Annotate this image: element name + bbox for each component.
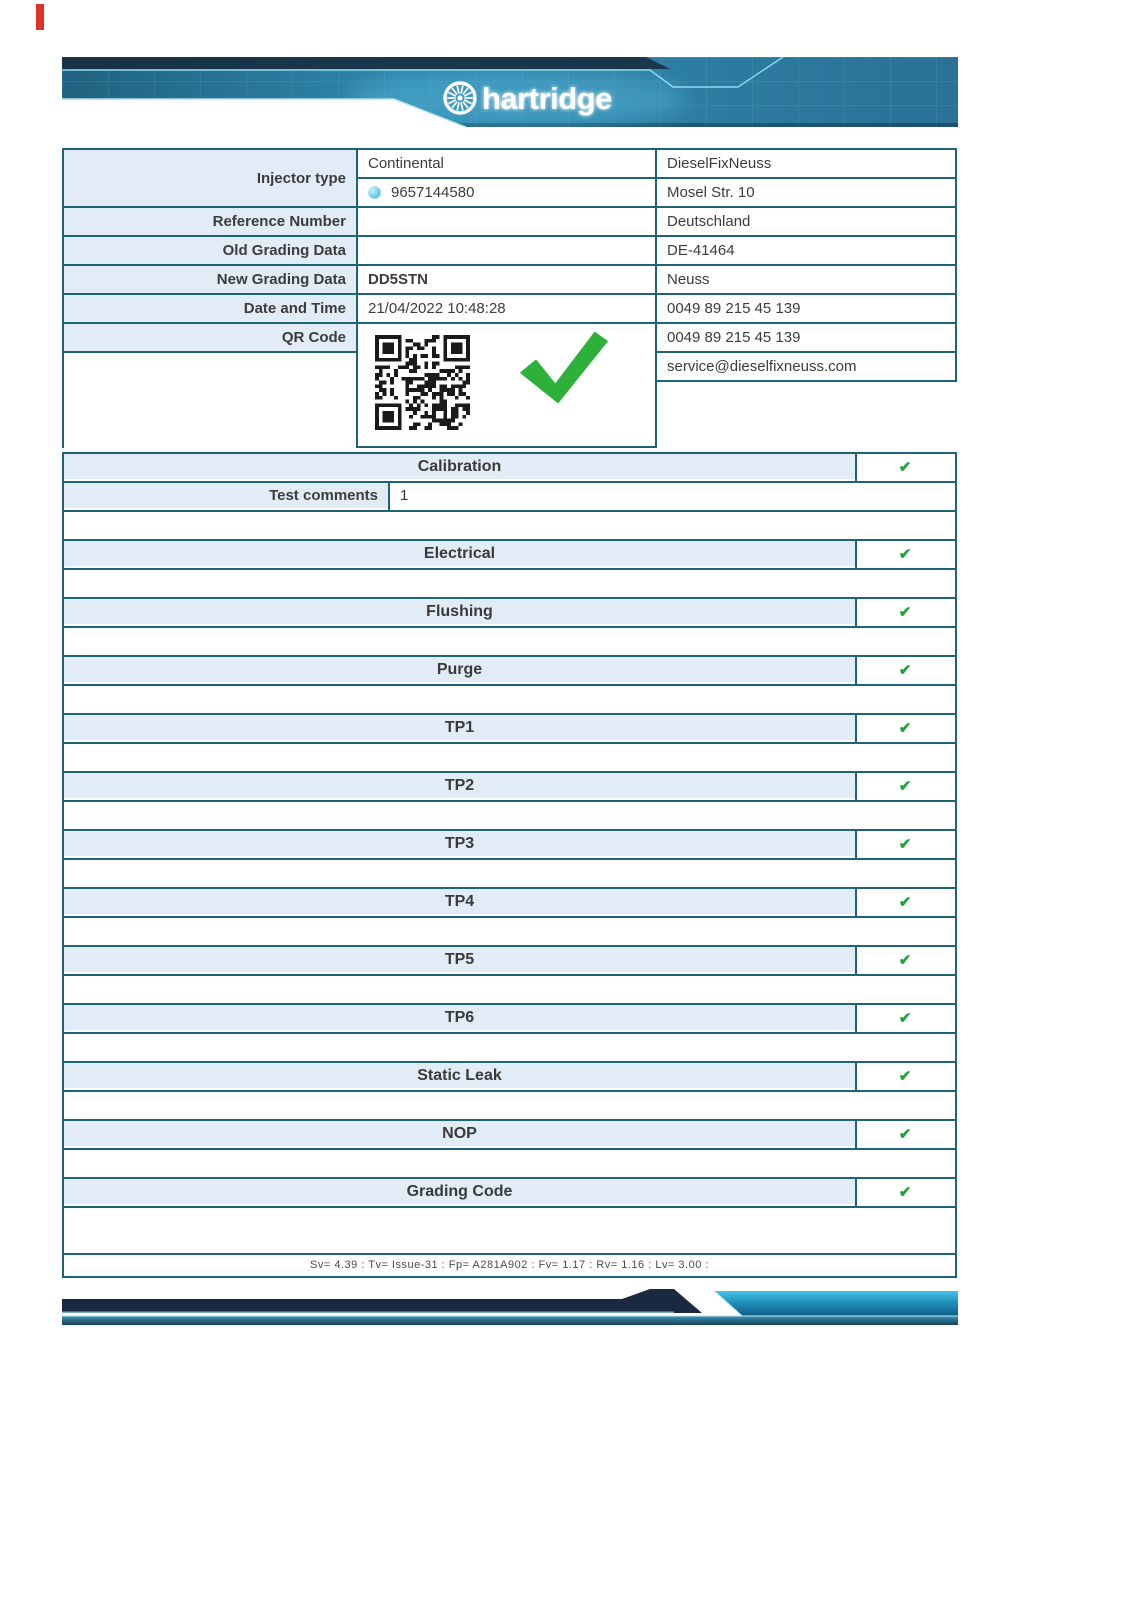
footer-cyan-block (714, 1291, 958, 1316)
section-label-tp4: TP4 (444, 892, 475, 910)
table-border-line (62, 1090, 957, 1092)
brand-logo (445, 81, 612, 116)
qr-pass-check-icon (514, 328, 610, 406)
section-pass-check-tp1: ✔ (898, 719, 912, 737)
section-pass-check-flushing: ✔ (898, 603, 912, 621)
banner-top-strip (62, 57, 670, 69)
table-border-line (855, 597, 857, 626)
table-border-line (62, 510, 957, 512)
section-pass-check-static-leak: ✔ (898, 1067, 912, 1085)
section-label-purge: Purge (436, 660, 483, 678)
table-border-line (855, 1119, 857, 1148)
table-border-line (62, 655, 957, 657)
table-border-line (62, 1148, 957, 1150)
table-border-line (855, 771, 857, 800)
injector-serial-row (356, 179, 655, 205)
section-label-tp3: TP3 (444, 834, 475, 852)
address-line-3: Deutschland (667, 212, 751, 230)
table-border-line (62, 1253, 957, 1255)
new-grading-value: DD5STN (368, 270, 429, 288)
section-label-tp5: TP5 (444, 950, 475, 968)
table-border-line (62, 452, 957, 454)
section-pass-check-tp6: ✔ (898, 1009, 912, 1027)
table-border-line (62, 264, 957, 266)
table-border-line (855, 452, 857, 481)
table-border-line (62, 351, 356, 353)
footer-navy-bar (62, 1289, 702, 1313)
scan-edge-mark (36, 4, 44, 30)
serial-globe-icon (368, 186, 381, 199)
section-pass-check-tp4: ✔ (898, 893, 912, 911)
section-pass-check-purge: ✔ (898, 661, 912, 679)
table-border-line (62, 1177, 957, 1179)
version-line: Sv= 4.39 : Tv= Issue-31 : Fp= A281A902 : Fv= 1.17 : Rv= 1.16 : Lv= 3.00 : (310, 1259, 709, 1271)
address-line-8: service@dieselfixneuss.com (667, 357, 857, 375)
table-border-line (356, 148, 358, 448)
table-border-line (62, 684, 957, 686)
table-border-line (62, 452, 64, 1278)
table-border-line (62, 1061, 957, 1063)
section-label-electrical: Electrical (423, 544, 496, 562)
section-pass-check-grading-code: ✔ (898, 1183, 912, 1201)
table-border-line (655, 148, 657, 448)
address-line-5: Neuss (667, 270, 710, 288)
table-border-line (62, 597, 957, 599)
table-border-line (62, 1206, 957, 1208)
info-label-reference-number: Reference Number (212, 213, 346, 230)
table-border-line (955, 148, 957, 380)
section-label-tp2: TP2 (444, 776, 475, 794)
table-border-line (62, 713, 957, 715)
table-border-line (62, 742, 957, 744)
table-border-line (62, 322, 957, 324)
address-line-1: DieselFixNeuss (667, 154, 772, 172)
table-border-line (855, 945, 857, 974)
table-border-line (62, 945, 957, 947)
table-border-line (62, 481, 957, 483)
table-border-line (62, 148, 957, 150)
info-label-injector-type: Injector type (256, 169, 346, 187)
address-line-7: 0049 89 215 45 139 (667, 328, 801, 346)
injector-make-value: Continental (368, 154, 444, 172)
table-border-line (62, 293, 957, 295)
table-border-line (855, 829, 857, 858)
address-line-6: 0049 89 215 45 139 (667, 299, 801, 317)
section-pass-check-tp5: ✔ (898, 951, 912, 969)
section-pass-check-calibration: ✔ (898, 458, 912, 476)
table-border-line (388, 481, 390, 510)
brand-logo-text: hartridge (482, 81, 612, 116)
table-border-line (955, 452, 957, 1278)
table-border-line (62, 1119, 957, 1121)
table-border-line (62, 887, 957, 889)
table-border-line (855, 887, 857, 916)
header-banner (62, 57, 958, 127)
table-border-line (62, 1032, 957, 1034)
table-border-line (62, 148, 64, 448)
info-label-qr-code: QR Code (281, 329, 346, 346)
table-border-line (62, 916, 957, 918)
qr-code (375, 335, 470, 430)
table-border-line (855, 539, 857, 568)
table-border-line (62, 974, 957, 976)
table-border-line (855, 1177, 857, 1206)
section-label-nop: NOP (442, 1124, 477, 1142)
section-label-static-leak: Static Leak (417, 1066, 502, 1084)
table-border-line (356, 446, 657, 448)
section-label-calibration: Calibration (417, 457, 502, 475)
comments-value: 1 (400, 487, 409, 504)
table-border-line (62, 771, 957, 773)
table-border-line (655, 380, 957, 382)
datetime-value: 21/04/2022 10:48:28 (368, 299, 506, 317)
comments-label: Test comments (269, 487, 378, 504)
table-border-line (62, 568, 957, 570)
footer-teal-strip (62, 1316, 958, 1325)
section-label-tp6: TP6 (444, 1008, 475, 1026)
test-results-table (62, 452, 957, 1278)
table-border-line (855, 713, 857, 742)
table-border-line (62, 206, 957, 208)
section-label-flushing: Flushing (426, 602, 493, 620)
section-label-tp1: TP1 (444, 718, 475, 736)
info-label-old-grading-data: Old Grading Data (222, 242, 346, 259)
footer-banner (62, 1283, 958, 1325)
table-border-line (62, 235, 957, 237)
injector-serial-value: 9657144580 (391, 183, 475, 201)
address-line-2: Mosel Str. 10 (667, 183, 755, 201)
table-border-line (62, 858, 957, 860)
table-border-line (62, 800, 957, 802)
table-border-line (62, 539, 957, 541)
section-pass-check-tp3: ✔ (898, 835, 912, 853)
table-border-line (62, 1276, 957, 1278)
table-border-line (855, 1003, 857, 1032)
table-border-line (62, 626, 957, 628)
section-pass-check-electrical: ✔ (898, 545, 912, 563)
table-border-line (62, 829, 957, 831)
table-border-line (655, 351, 957, 353)
address-line-4: DE-41464 (667, 241, 735, 259)
info-label-date-and-time: Date and Time (243, 300, 346, 317)
section-label-grading-code: Grading Code (406, 1182, 513, 1200)
injector-info-table (62, 148, 957, 448)
info-label-new-grading-data: New Grading Data (216, 271, 346, 288)
section-pass-check-nop: ✔ (898, 1125, 912, 1143)
section-pass-check-tp2: ✔ (898, 777, 912, 795)
table-border-line (855, 1061, 857, 1090)
table-border-line (855, 655, 857, 684)
table-border-line (62, 1003, 957, 1005)
